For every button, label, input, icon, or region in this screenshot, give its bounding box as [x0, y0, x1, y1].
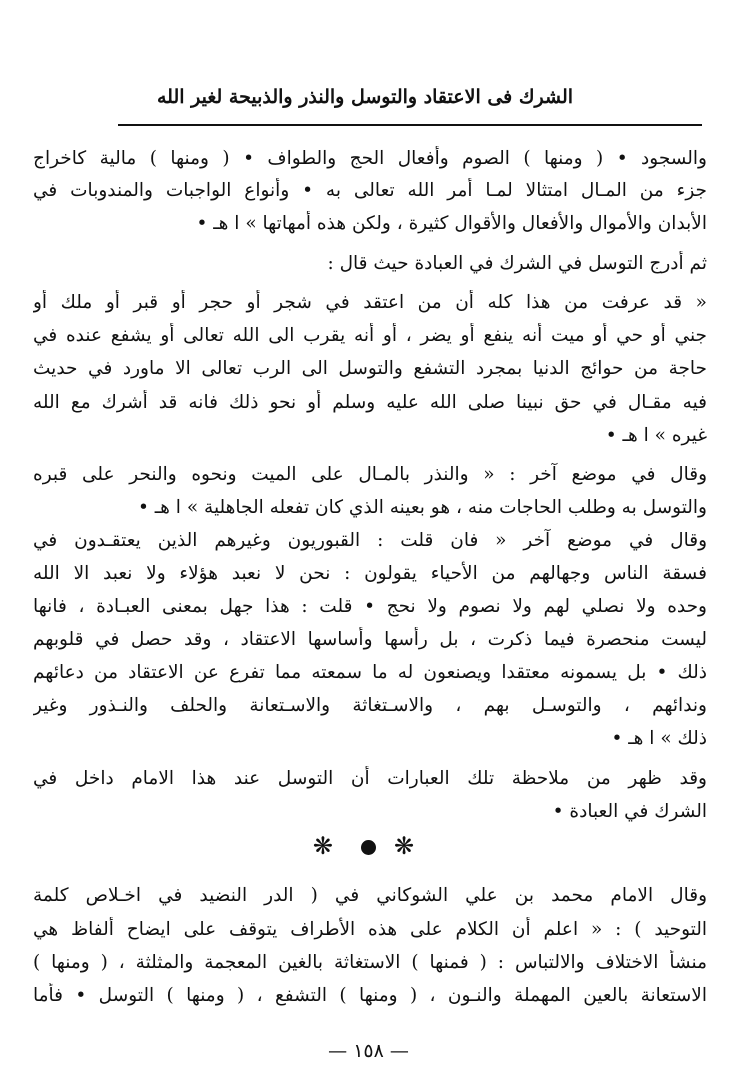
text-line: والتوسل به وطلب الحاجات منه ، هو بعينه الذي كان تفعله الجاهلية » ا هـ •	[137, 497, 707, 518]
dot-ornament-icon	[361, 840, 376, 855]
text-line: فسقة الناس وجهالهم من الأحياء يقولون : نحن لا نعبد هؤلاء ولا نعبد الا الله	[33, 563, 707, 584]
text-line: وندائهم ، والتوسـل بهم ، والاسـتغاثة والاسـتعانة والحلف والنـذور وغير	[33, 695, 707, 716]
text-line: وقال في موضع آخر « فان قلت : القبوريون وغيرهم الذين يعتقـدون في	[33, 530, 707, 551]
text-line: الشرك في العبادة •	[552, 801, 707, 822]
text-line: الأبدان والأموال والأفعال والأقوال كثيرة ، ولكن هذه أمهاتها » ا هـ •	[196, 213, 707, 234]
text-line: غيره » ا هـ •	[605, 425, 707, 446]
text-line: حاجة من حوائج الدنيا بمجرد التشفع والتوسل الى الرب تعالى الا ماورد في حديث	[33, 358, 707, 379]
star-ornament-icon: ❋	[312, 832, 343, 860]
text-line: ليست منحصرة فيما ذكرت ، بل رأسها وأساسها الاعتقاد ، وقد حصل في قلوبهم	[33, 629, 707, 650]
text-line: وقد ظهر من ملاحظة تلك العبارات أن التوسل عند هذا الامام داخل في	[33, 768, 707, 789]
star-ornament-icon: ❋	[394, 832, 425, 860]
running-header: الشرك فى الاعتقاد والتوسل والنذر والذبيحة لغير الله	[156, 86, 574, 108]
header-rule	[118, 124, 702, 126]
text-line: منشأ الاختلاف والالتباس : ( فمنها ) الاستغاثة بالغين المعجمة والمثلثة ، ( ومنها )	[33, 952, 707, 973]
text-line: جزء من المـال امتثالا لمـا أمر الله تعالى به • وأنواع الواجبات والمندوبات في	[33, 180, 707, 201]
text-line: وحده ولا نصلي لهم ولا نصوم ولا نحج • قلت : هذا جهل بمعنى العبـادة ، فانها	[33, 596, 707, 617]
page-number: — ١٥٨ —	[328, 1040, 409, 1062]
text-line: وقال في موضع آخر : « والنذر بالمـال على الميت ونحوه والنحر على قبره	[33, 464, 707, 485]
text-line: ذلك • بل يسمونه معتقدا ويصنعون له ما سمعته مما تفرع عن الاعتقاد من دعائهم	[33, 662, 707, 683]
text-line: « قد عرفت من هذا كله أن من اعتقد في شجر أو حجر أو قبر أو ملك أو	[33, 292, 707, 313]
text-line: فيه مقـال في حق نبينا صلى الله عليه وسلم أو نحو ذلك فانه قد أشرك مع الله	[33, 392, 707, 413]
text-line: ذلك » ا هـ •	[611, 728, 707, 749]
text-line: ثم أدرج التوسل في الشرك في العبادة حيث قال :	[327, 253, 707, 274]
section-separator	[0, 832, 737, 860]
text-line: الاستعانة بالعين المهملة والنـون ، ( ومنها ) التشفع ، ( ومنها ) التوسل • فأما	[33, 985, 707, 1006]
text-line: التوحيد ) : « اعلم أن الكلام على هذه الأطراف يتوقف على ايضاح ألفاظ هي	[33, 919, 707, 940]
text-line: جني أو حي أو ميت أنه ينفع أو يضر ، أو أنه يقرب الى الله تعالى أو يشفع عنده في	[33, 325, 707, 346]
text-line: والسجود • ( ومنها ) الصوم وأفعال الحج والطواف • ( ومنها ) مالية كاخراج	[33, 148, 707, 169]
text-line: وقال الامام محمد بن علي الشوكاني في ( الدر النضيد في اخـلاص كلمة	[33, 885, 707, 906]
